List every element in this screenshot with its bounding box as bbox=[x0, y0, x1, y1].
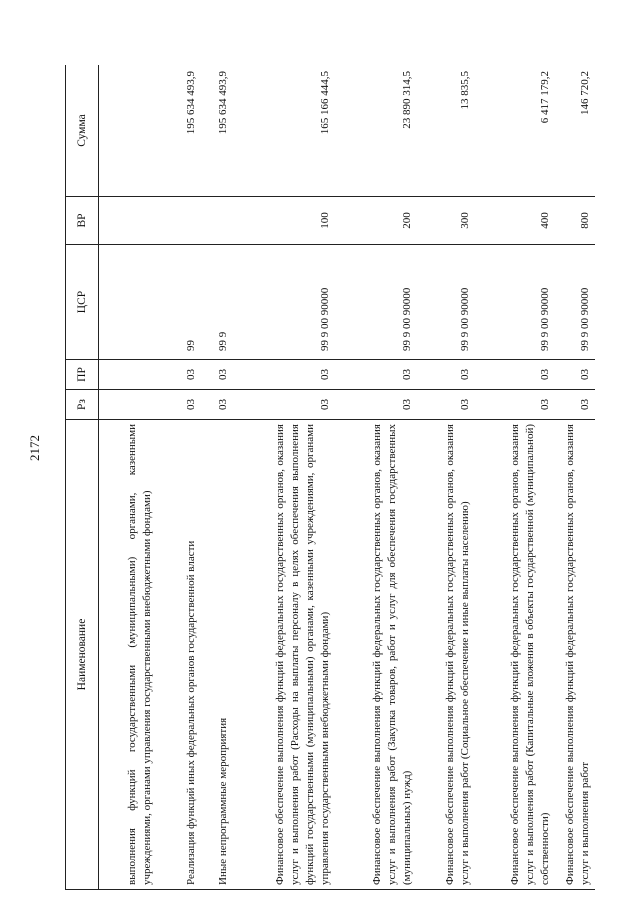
row-sum: 13 835,5 bbox=[417, 65, 475, 197]
row-name: Иные непрограммные мероприятия bbox=[201, 420, 233, 890]
row-name: Финансовое обеспечение выполнения функций федеральных государственных органов, оказания услуг и выполнения работ (Расходы на выплаты персоналу в целях обеспечения выполнения функций государственными (муниципальными) органами, казенными учреждениями, органами управления государственными внебюджетными фондами) bbox=[233, 420, 335, 890]
row-rz bbox=[99, 390, 157, 420]
row-rz: 03 bbox=[475, 390, 555, 420]
row-name: Финансовое обеспечение выполнения функций федеральных государственных органов, оказания услуг и выполнения работ (Закупка товаров, работ и услуг для обеспечения государственных (муниципальных) нужд) bbox=[335, 420, 417, 890]
row-csr: 99 9 00 90000 bbox=[555, 245, 595, 360]
row-vr bbox=[201, 197, 233, 245]
page-number: 2172 bbox=[27, 435, 42, 461]
table-row bbox=[157, 65, 201, 890]
row-rz: 03 bbox=[201, 390, 233, 420]
row-csr: 99 9 00 90000 bbox=[417, 245, 475, 360]
row-rz: 03 bbox=[555, 390, 595, 420]
table-row bbox=[555, 65, 595, 890]
row-rz: 03 bbox=[335, 390, 417, 420]
header-name: Наименование bbox=[66, 420, 99, 890]
row-name: Финансовое обеспечение выполнения функций федеральных государственных органов, оказания услуг и выполнения работ bbox=[555, 420, 595, 890]
table-row bbox=[417, 65, 475, 890]
row-pr: 03 bbox=[335, 360, 417, 390]
row-name: Финансовое обеспечение выполнения функций федеральных государственных органов, оказания услуг и выполнения работ (Капитальные вложения в объекты государственной (муниципальной) собственности) bbox=[475, 420, 555, 890]
row-sum: 165 166 444,5 bbox=[233, 65, 335, 197]
row-sum: 23 890 314,5 bbox=[335, 65, 417, 197]
header-rz: Рз bbox=[66, 390, 99, 420]
row-name: выполнения функций государственными (муниципальными) органами, казенными учреждениями, органами управления государственными внебюджетными фондами) bbox=[99, 420, 157, 890]
row-pr: 03 bbox=[201, 360, 233, 390]
row-sum: 195 634 493,9 bbox=[157, 65, 201, 197]
table-header-row bbox=[66, 65, 99, 890]
row-vr: 800 bbox=[555, 197, 595, 245]
row-csr: 99 bbox=[157, 245, 201, 360]
row-name: Реализация функций иных федеральных органов государственной власти bbox=[157, 420, 201, 890]
rotated-page bbox=[65, 65, 620, 890]
row-sum: 195 634 493,9 bbox=[201, 65, 233, 197]
row-csr bbox=[99, 245, 157, 360]
table-row bbox=[99, 65, 157, 890]
row-name: Финансовое обеспечение выполнения функций федеральных государственных органов, оказания услуг и выполнения работ (Социальное обеспечение и иные выплаты населению) bbox=[417, 420, 475, 890]
row-sum bbox=[99, 65, 157, 197]
header-csr: ЦСР bbox=[66, 245, 99, 360]
header-pr: ПР bbox=[66, 360, 99, 390]
header-sum: Сумма bbox=[66, 65, 99, 197]
budget-table-wrapper bbox=[65, 65, 620, 890]
table-row bbox=[475, 65, 555, 890]
row-pr: 03 bbox=[157, 360, 201, 390]
row-pr: 03 bbox=[475, 360, 555, 390]
row-vr: 200 bbox=[335, 197, 417, 245]
row-vr bbox=[99, 197, 157, 245]
row-vr: 400 bbox=[475, 197, 555, 245]
row-vr: 300 bbox=[417, 197, 475, 245]
table-row bbox=[201, 65, 233, 890]
row-pr: 03 bbox=[233, 360, 335, 390]
row-pr: 03 bbox=[417, 360, 475, 390]
row-csr: 99 9 00 90000 bbox=[233, 245, 335, 360]
header-vr: ВР bbox=[66, 197, 99, 245]
row-vr bbox=[157, 197, 201, 245]
row-rz: 03 bbox=[157, 390, 201, 420]
row-pr bbox=[99, 360, 157, 390]
row-pr: 03 bbox=[555, 360, 595, 390]
row-csr: 99 9 00 90000 bbox=[335, 245, 417, 360]
table-row bbox=[233, 65, 335, 890]
row-vr: 100 bbox=[233, 197, 335, 245]
row-rz: 03 bbox=[233, 390, 335, 420]
row-sum: 146 720,2 bbox=[555, 65, 595, 197]
row-csr: 99 9 bbox=[201, 245, 233, 360]
table-row bbox=[335, 65, 417, 890]
row-csr: 99 9 00 90000 bbox=[475, 245, 555, 360]
budget-table bbox=[65, 65, 595, 890]
row-rz: 03 bbox=[417, 390, 475, 420]
row-sum: 6 417 179,2 bbox=[475, 65, 555, 197]
